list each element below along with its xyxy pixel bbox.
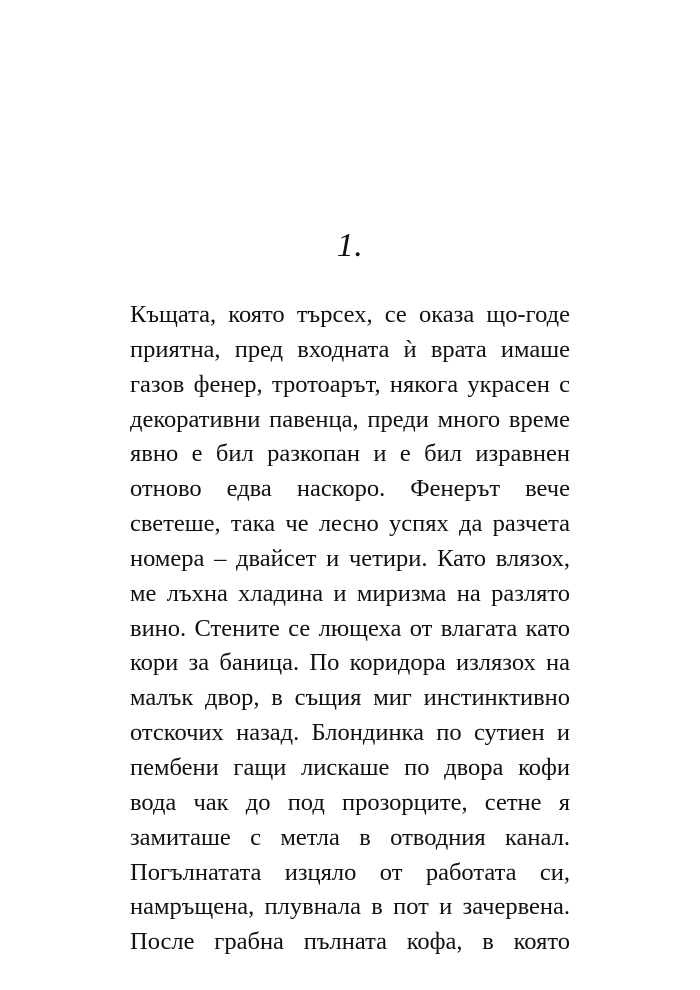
text-line: вино. Стените се лющеха от влагата като (130, 614, 570, 642)
text-line: декоративни павенца, преди много време (130, 405, 570, 433)
text-line: газов фенер, тротоарът, някога украсен с (130, 370, 570, 398)
body-text (130, 298, 570, 960)
text-line: отскочих назад. Блондинка по сутиен и (130, 719, 570, 747)
text-line: вода чак до под прозорците, сетне я (130, 788, 570, 816)
text-line: намръщена, плувнала в пот и зачервена. (130, 893, 570, 921)
text-line: ме лъхна хладина и миризма на разлято (130, 579, 570, 607)
text-line: Погълнатата изцяло от работата си, (130, 858, 570, 886)
text-line: номера – двайсет и четири. Като влязох, (130, 544, 570, 572)
text-line: замиташе с метла в отводния канал. (130, 823, 570, 851)
text-line: пембени гащи лискаше по двора кофи (130, 753, 570, 781)
text-line: приятна, пред входната ѝ врата имаше (130, 335, 570, 363)
text-line: кори за баница. По коридора излязох на (130, 649, 570, 677)
text-line: отново едва наскоро. Фенерът вече (130, 475, 570, 503)
text-line: светеше, така че лесно успях да разчета (130, 510, 570, 538)
chapter-heading: 1. (336, 227, 364, 264)
text-line: После грабна пълната кофа, в която (130, 928, 570, 956)
text-line: явно е бил разкопан и е бил изравнен (130, 440, 570, 468)
text-line: Къщата, която търсех, се оказа що-годе (130, 301, 570, 328)
text-line: малък двор, в същия миг инстинктивно (130, 684, 570, 712)
